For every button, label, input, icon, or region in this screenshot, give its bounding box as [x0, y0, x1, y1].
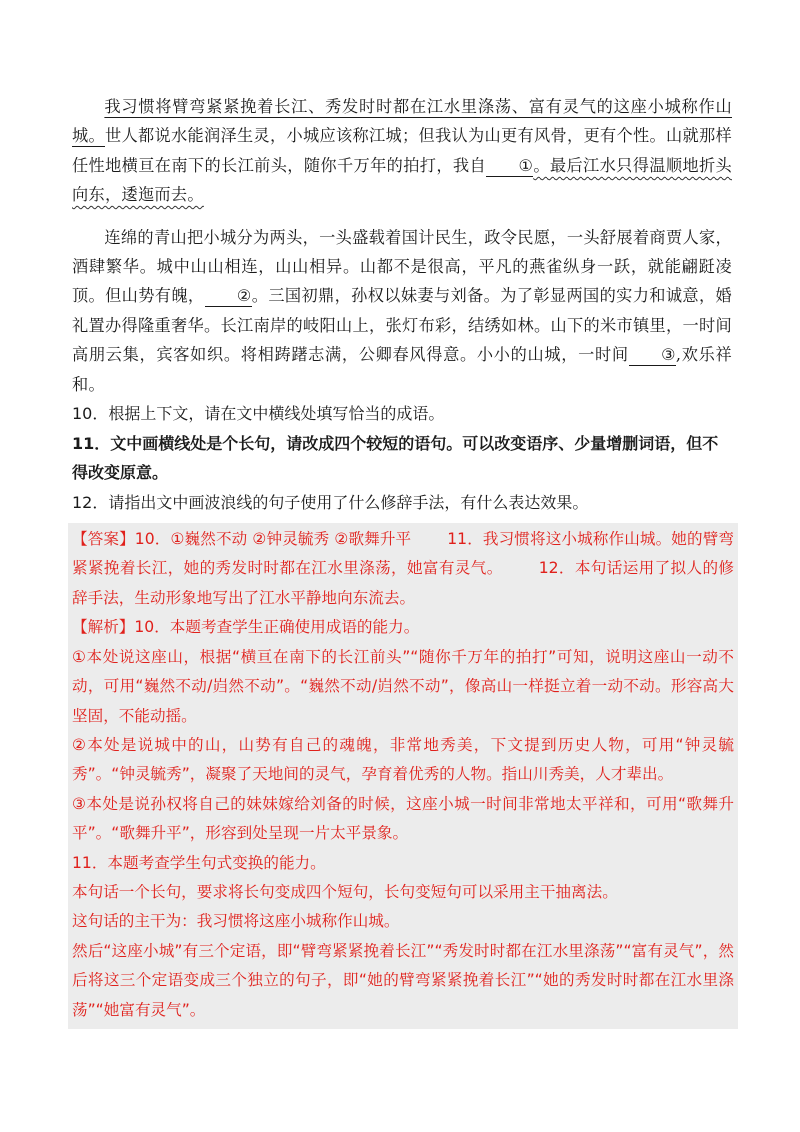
answer-summary: [72, 525, 734, 613]
answer-12: 12．本句话运用了拟人的修辞手法，生动形象地写出了江水平静地向东流去。: [72, 559, 734, 607]
question-12: 12．请指出文中画波浪线的句子使用了什么修辞手法，有什么表达效果。: [72, 492, 589, 512]
passage-text: 。三国初鼎，孙权以妹妻与刘备。为了彰显两国的实力和诚意，婚礼置办得隆重奢华。长江南岸的岐阳山上，张灯布彩，结绣如林。山下的米市镇里，一时间高朋云集，宾客如织。将相踌躇志满，公卿春风得意。小小的山城，一时间: [72, 286, 732, 365]
answer-11: 11．我习惯将这小城称作山城。她的臂弯紧紧挽着长江，她的秀发时时都在江水里涤荡，她富有灵气。: [72, 530, 734, 578]
blank-1: ①: [486, 156, 533, 177]
analysis-item-2: ②本处是说城中的山，山势有自己的魂魄，非常地秀美，下文提到历史人物，可用“钟灵毓秀”。“钟灵毓秀”，凝聚了天地间的灵气，孕育着优秀的人物。指山川秀美，人才辈出。: [72, 735, 734, 784]
answer-block: [68, 523, 738, 1029]
question-11: 11．文中画横线处是个长句，请改成四个较短的语句。可以改变语序、少量增删词语，但不得改变原意。: [72, 433, 719, 483]
analysis-11-line-1: 本句话一个长句，要求将长句变成四个短句，长句变短句可以采用主干抽离法。: [72, 882, 618, 901]
document-page: [72, 92, 732, 1029]
underlined-sentence: 我习惯将臂弯紧紧挽着长江、秀发时时都在江水里涤荡、富有灵气的这座小城称作山城。: [72, 97, 732, 146]
analysis-item-3: ③本处是说孙权将自己的妹妹嫁给刘备的时候，这座小城一时间非常地太平祥和，可用“歌舞升平”。“歌舞升平”，形容到处呈现一片太平景象。: [72, 794, 734, 843]
passage-paragraph-2: [72, 223, 732, 399]
analysis-11-line-3: 然后“这座小城”有三个定语，即“臂弯紧紧挽着长江”“秀发时时都在江水里涤荡”“富有灵气”，然后将这三个定语变成三个独立的句子，即“她的臂弯紧紧挽着长江”“她的秀发时时都在江水里涤荡”“她富有灵气”。: [72, 941, 734, 1019]
question-10: 10．根据上下文，请在文中横线处填写恰当的成语。: [72, 404, 445, 424]
blank-2: ②: [205, 286, 252, 307]
blank-3: ③: [629, 345, 676, 366]
passage-text: 连绵的青山把小城分为两头，一头盛载着国计民生，政令民愿，一头舒展着商贾人家，酒肆繁华。城中山山相连，山山相异。山都不是很高，平凡的燕雀纵身一跃，就能翩跹凌顶。但山势有魄，: [72, 227, 732, 306]
analysis-11-line-2: 这句话的主干为：我习惯将这座小城称作山城。: [72, 912, 400, 931]
answer-10: 【答案】10．①巍然不动 ②钟灵毓秀 ②歌舞升平: [72, 530, 412, 549]
wavy-sentence: 。最后江水只得温顺地折头向东，逶迤而去。: [72, 155, 732, 205]
passage-text: ,欢乐祥和。: [72, 345, 732, 394]
passage-text: 世人都说水能润泽生灵，小城应该称江城；但我认为山更有风骨，更有个性。山就那样任性地横亘在南下的长江前头，随你千万年的拍打，我自: [72, 126, 732, 175]
passage-paragraph-1: [72, 92, 732, 210]
analysis-11-title: 11．本题考查学生句式变换的能力。: [72, 853, 326, 872]
analysis-item-1: ①本处说这座山，根据“横亘在南下的长江前头”“随你千万年的拍打”可知，说明这座山一动不动，可用“巍然不动/岿然不动”。“巍然不动/岿然不动”，像高山一样挺立着一动不动。形容高大坚固，不能动摇。: [72, 647, 734, 725]
analysis-title: 【解析】10．本题考查学生正确使用成语的能力。: [72, 618, 420, 637]
